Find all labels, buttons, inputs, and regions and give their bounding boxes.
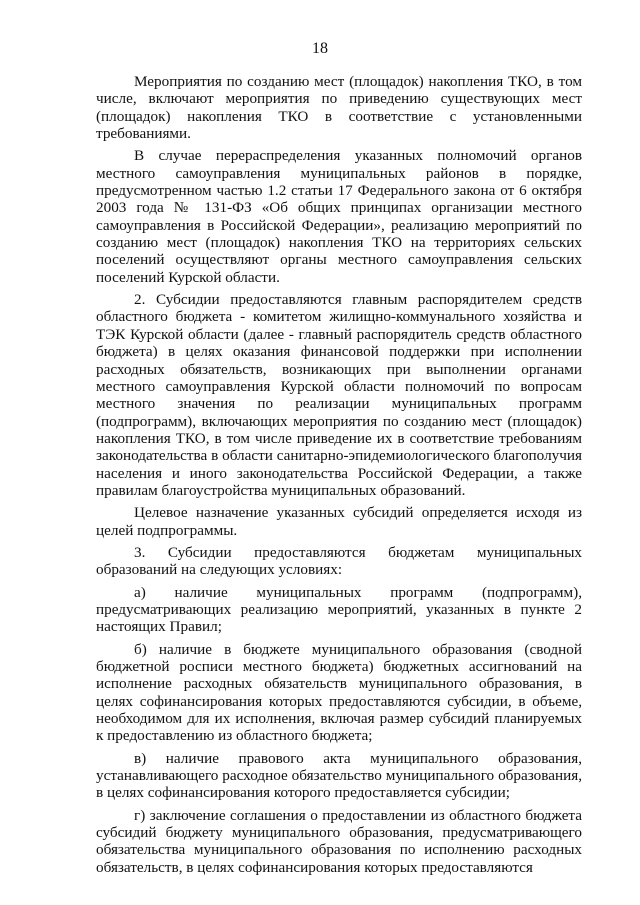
paragraph-item-2: 2. Субсидии предоставляются главным распорядителем средств областного бюджета - комитетом жилищно-коммунального хозяйства и ТЭК Курской области (далее - главный распорядитель средств областного бюджета) в целях оказания финансовой поддержки при исполнении расходных обязательств, возникающих при выполнении органами местного самоуправления Курской области полномочий по вопросам местного значения по реализации муниципальных программ (подпрограмм), включающих мероприятия по созданию мест (площадок) накопления ТКО, в том числе приведение их в соответствие требованиям законодательства в области санитарно-эпидемиологического благополучия населения и иного законодательства Российской Федерации, а также правилам благоустройства муниципальных образований. (96, 291, 582, 499)
paragraph-condition-c: в) наличие правового акта муниципального образования, устанавливающего расходное обязательство муниципального образования, в целях софинансирования которого предоставляется субсидии; (96, 749, 582, 802)
page-number: 18 (312, 40, 328, 57)
paragraph-redistribution: В случае перераспределения указанных полномочий органов местного самоуправления муниципальных районов в порядке, предусмотренном частью 1.2 статьи 17 Федерального закона от 6 октября 2003 года № 131-ФЗ «Об общих принципах организации местного самоуправления в Российской Федерации», реализацию мероприятий по созданию мест (площадок) накопления ТКО на территориях сельских поселений осуществляют органы местного самоуправления сельских поселений Курской области. (96, 147, 582, 286)
document-body (96, 73, 582, 881)
paragraph-item-3: 3. Субсидии предоставляются бюджетам муниципальных образований на следующих условиях: (96, 543, 582, 579)
paragraph-condition-b: б) наличие в бюджете муниципального образования (сводной бюджетной росписи местного бюджета) бюджетных ассигнований на исполнение расходных обязательств муниципального образования, в целях софинансирования которых предоставляются субсидии, в объеме, необходимом для их исполнения, включая размер субсидий планируемых к предоставлению из областного бюджета; (96, 640, 582, 745)
paragraph-condition-d: г) заключение соглашения о предоставлении из областного бюджета субсидий бюджету муниципального образования, предусматривающего обязательства муниципального образования по исполнению расходных обязательств, в целях софинансирования которых предоставляются (96, 806, 582, 876)
paragraph-tko-sites: Мероприятия по созданию мест (площадок) накопления ТКО, в том числе, включают мероприятия по приведению существующих мест (площадок) накопления ТКО в соответствие с установленными требованиями. (96, 73, 582, 143)
paragraph-condition-a: а) наличие муниципальных программ (подпрограмм), предусматривающих реализацию мероприятий, указанных в пункте 2 настоящих Правил; (96, 583, 582, 636)
paragraph-purpose: Целевое назначение указанных субсидий определяется исходя из целей подпрограммы. (96, 504, 582, 539)
